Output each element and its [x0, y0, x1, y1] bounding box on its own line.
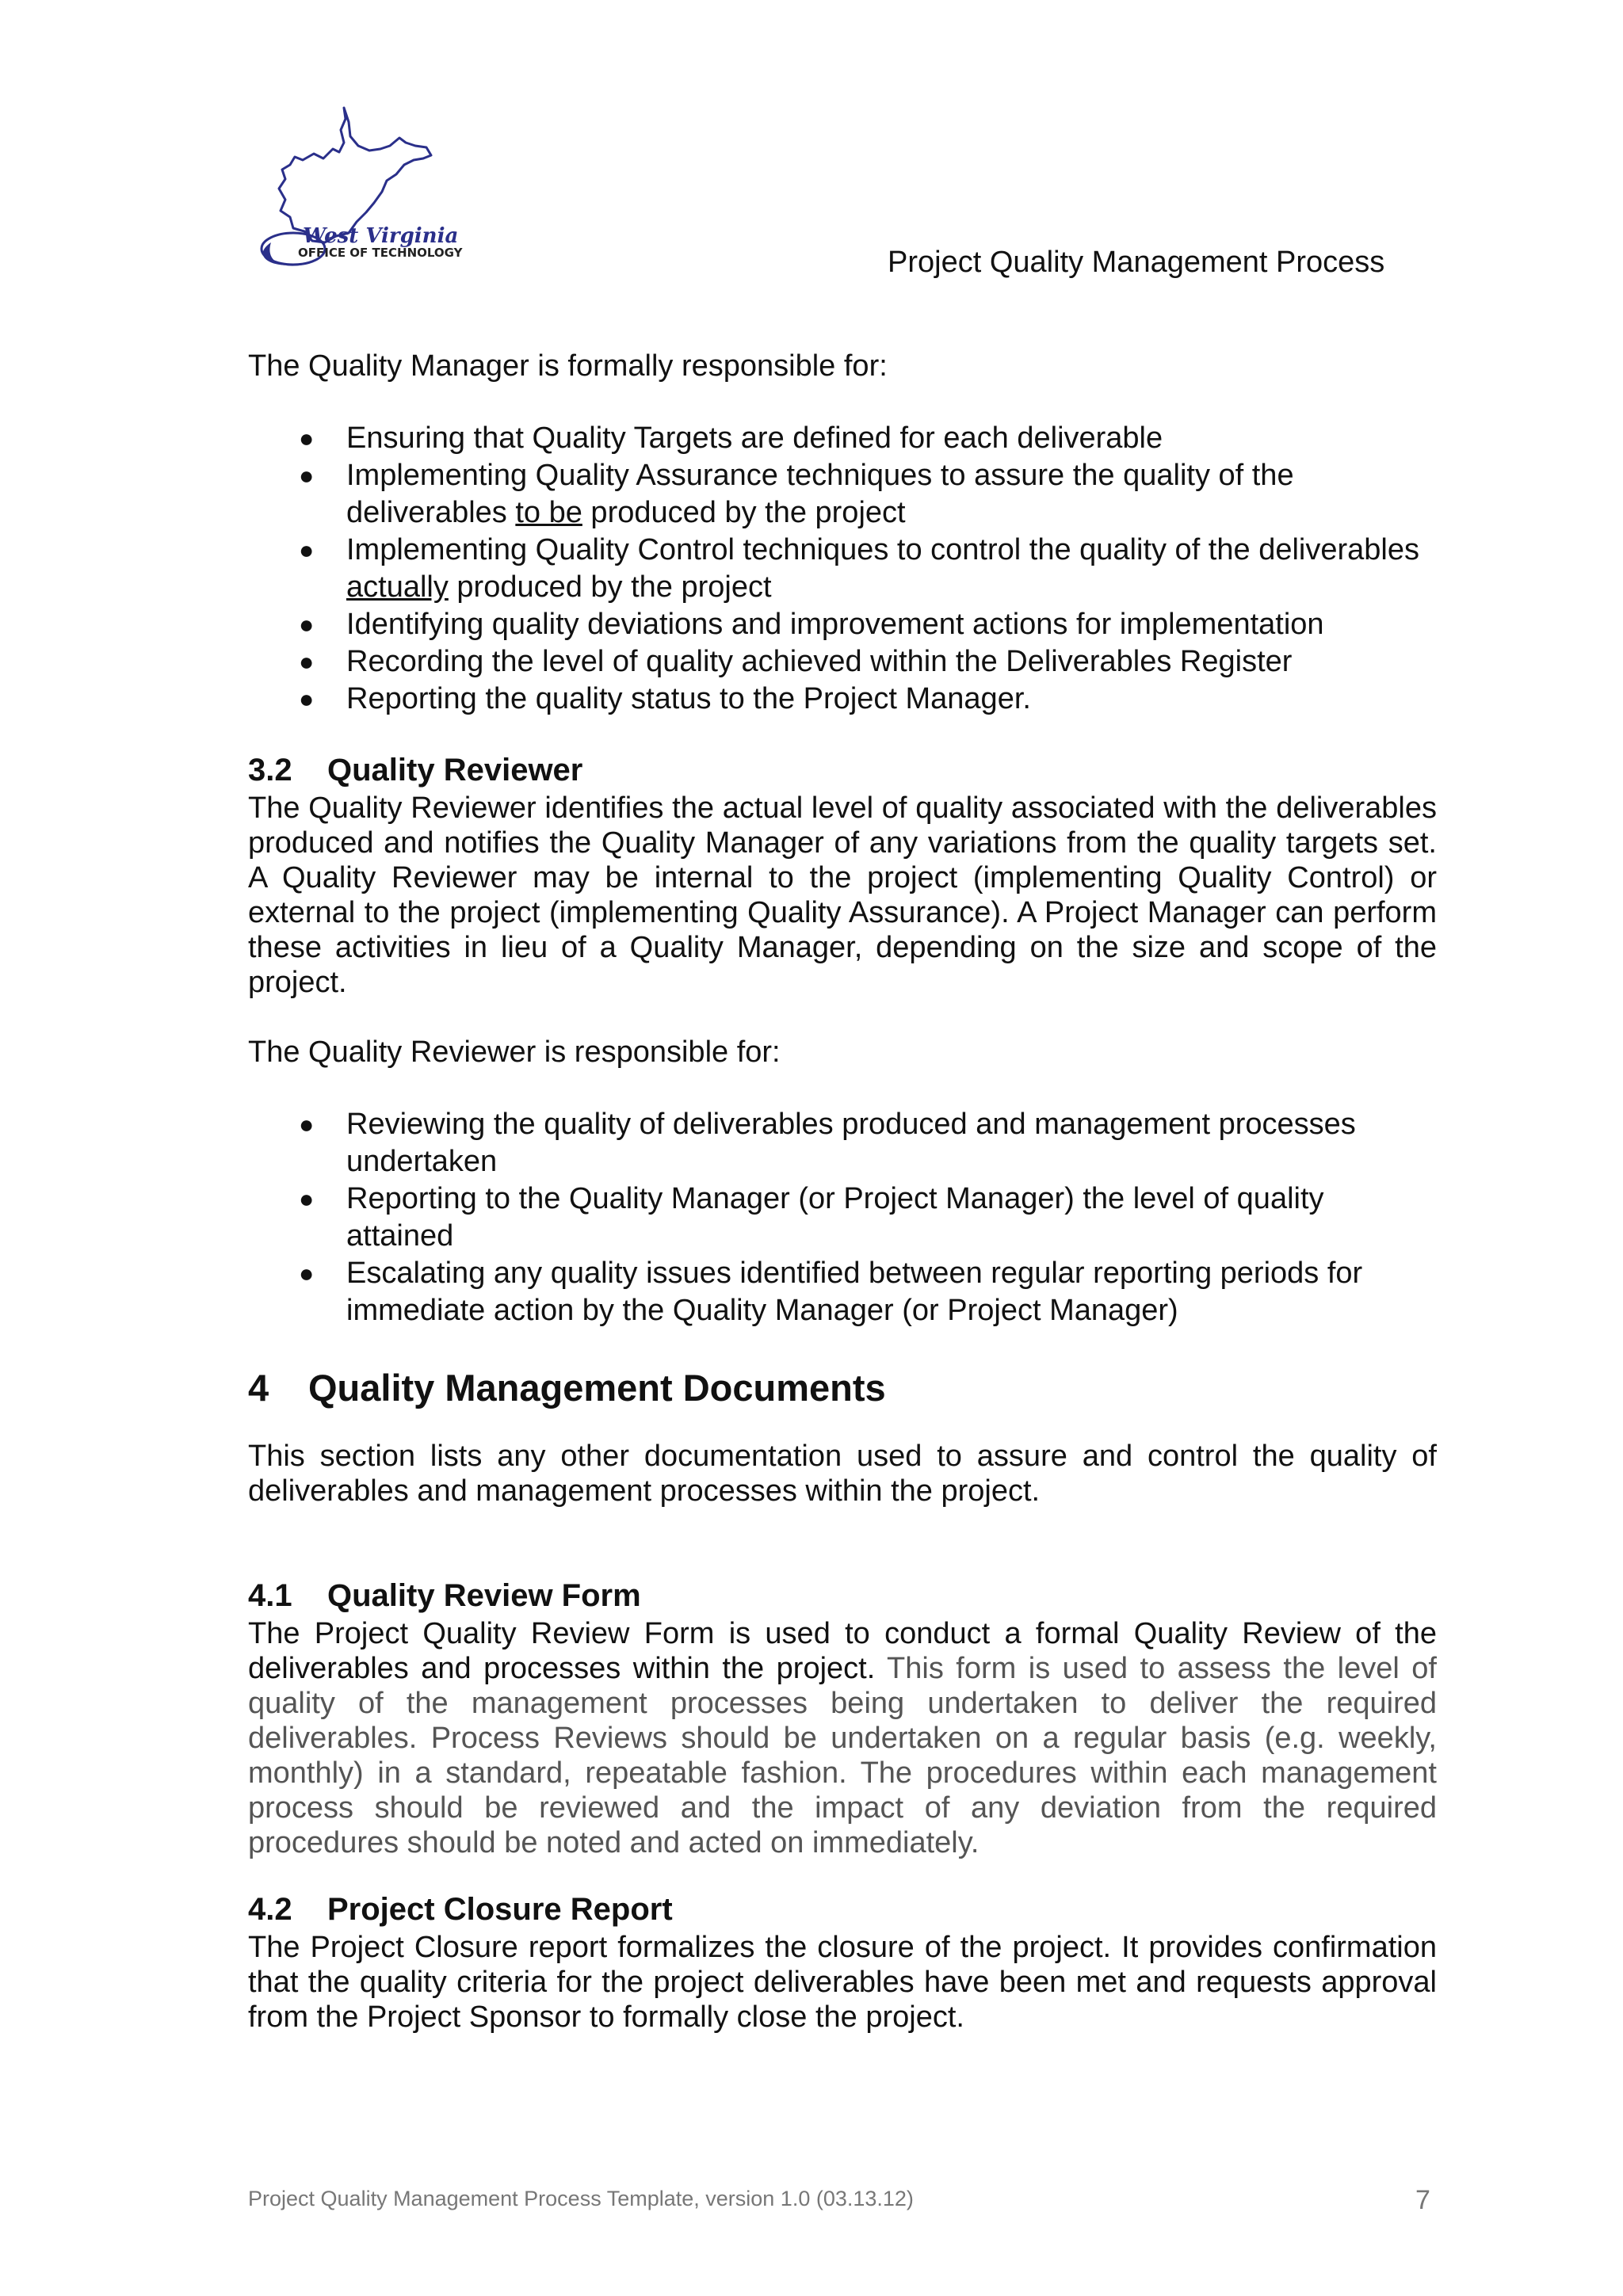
- qm-bullet-list: [248, 420, 1437, 718]
- office-of-technology-logo: [247, 101, 463, 276]
- section-3-2-paragraph: The Quality Reviewer identifies the actual level of quality associated with the deliverables produced and notifies the Quality Manager of any variations from the quality targets set. A Quality Reviewer may be internal to the project (implementing Quality Control) or external to the project (implementing Quality Assurance). A Project Manager can perform these activities in lieu of a Quality Manager, depending on the size and scope of the project.: [248, 791, 1437, 999]
- section-4-paragraph: This section lists any other documentation used to assure and control the quality of deliverables and management processes within the project.: [248, 1440, 1437, 1508]
- document-body: [248, 349, 1437, 2035]
- list-item: ● Identifying quality deviations and improvement actions for implementation: [299, 608, 1324, 641]
- list-item: ● Implementing Quality Control techniques to control the quality of the deliverables actually produced by the project: [299, 533, 1419, 604]
- list-item: ● Recording the level of quality achieved within the Deliverables Register: [299, 645, 1293, 678]
- header-title: Project Quality Management Process: [888, 246, 1385, 279]
- section-4-2-paragraph: The Project Closure report formalizes the closure of the project. It provides confirmation that the quality criteria for the project deliverables have been met and requests approval from the Project Sponsor to formally close the project.: [248, 1931, 1437, 2034]
- list-item: ● Implementing Quality Assurance techniques to assure the quality of the deliverables to be produced by the project: [299, 459, 1294, 529]
- logo-office-text: OFFICE OF TECHNOLOGY: [298, 246, 463, 260]
- list-item: ● Reporting the quality status to the Project Manager.: [299, 682, 1031, 715]
- section-4-heading: 4 Quality Management Documents: [248, 1367, 886, 1409]
- section-3-2-heading: 3.2 Quality Reviewer: [248, 753, 583, 788]
- page-number: 7: [1415, 2185, 1430, 2215]
- list-item: ● Escalating any quality issues identified between regular reporting periods for immediate action by the Quality Manager (or Project Manager): [299, 1257, 1363, 1327]
- list-item: ● Ensuring that Quality Targets are defined for each deliverable: [299, 421, 1163, 455]
- qm-intro: The Quality Manager is formally responsible for:: [248, 349, 888, 383]
- section-4-2-heading: 4.2 Project Closure Report: [248, 1892, 673, 1927]
- qr-intro: The Quality Reviewer is responsible for:: [248, 1035, 781, 1069]
- list-item: ● Reviewing the quality of deliverables produced and management processes undertaken: [299, 1108, 1356, 1178]
- section-4-1-heading: 4.1 Quality Review Form: [248, 1578, 641, 1613]
- qr-bullet-list: [248, 1106, 1437, 1329]
- footer-text: Project Quality Management Process Template, version 1.0 (03.13.12): [248, 2187, 914, 2210]
- list-item: ● Reporting to the Quality Manager (or Project Manager) the level of quality attained: [299, 1182, 1324, 1253]
- logo-script-text: West Virginia: [303, 224, 459, 248]
- west-virginia-state-outline-icon: [247, 101, 463, 276]
- section-4-1-paragraph: The Project Quality Review Form is used to conduct a formal Quality Review of the deliverables and processes within the project. This form is used to assess the level of quality of the management processes being undertaken to deliver the required deliverables. Process Reviews should be undertaken on a regular basis (e.g. weekly, monthly) in a standard, repeatable fashion. The procedures within each management process should be reviewed and the impact of any deviation from the required procedures should be noted and acted on immediately.: [248, 1617, 1437, 1859]
